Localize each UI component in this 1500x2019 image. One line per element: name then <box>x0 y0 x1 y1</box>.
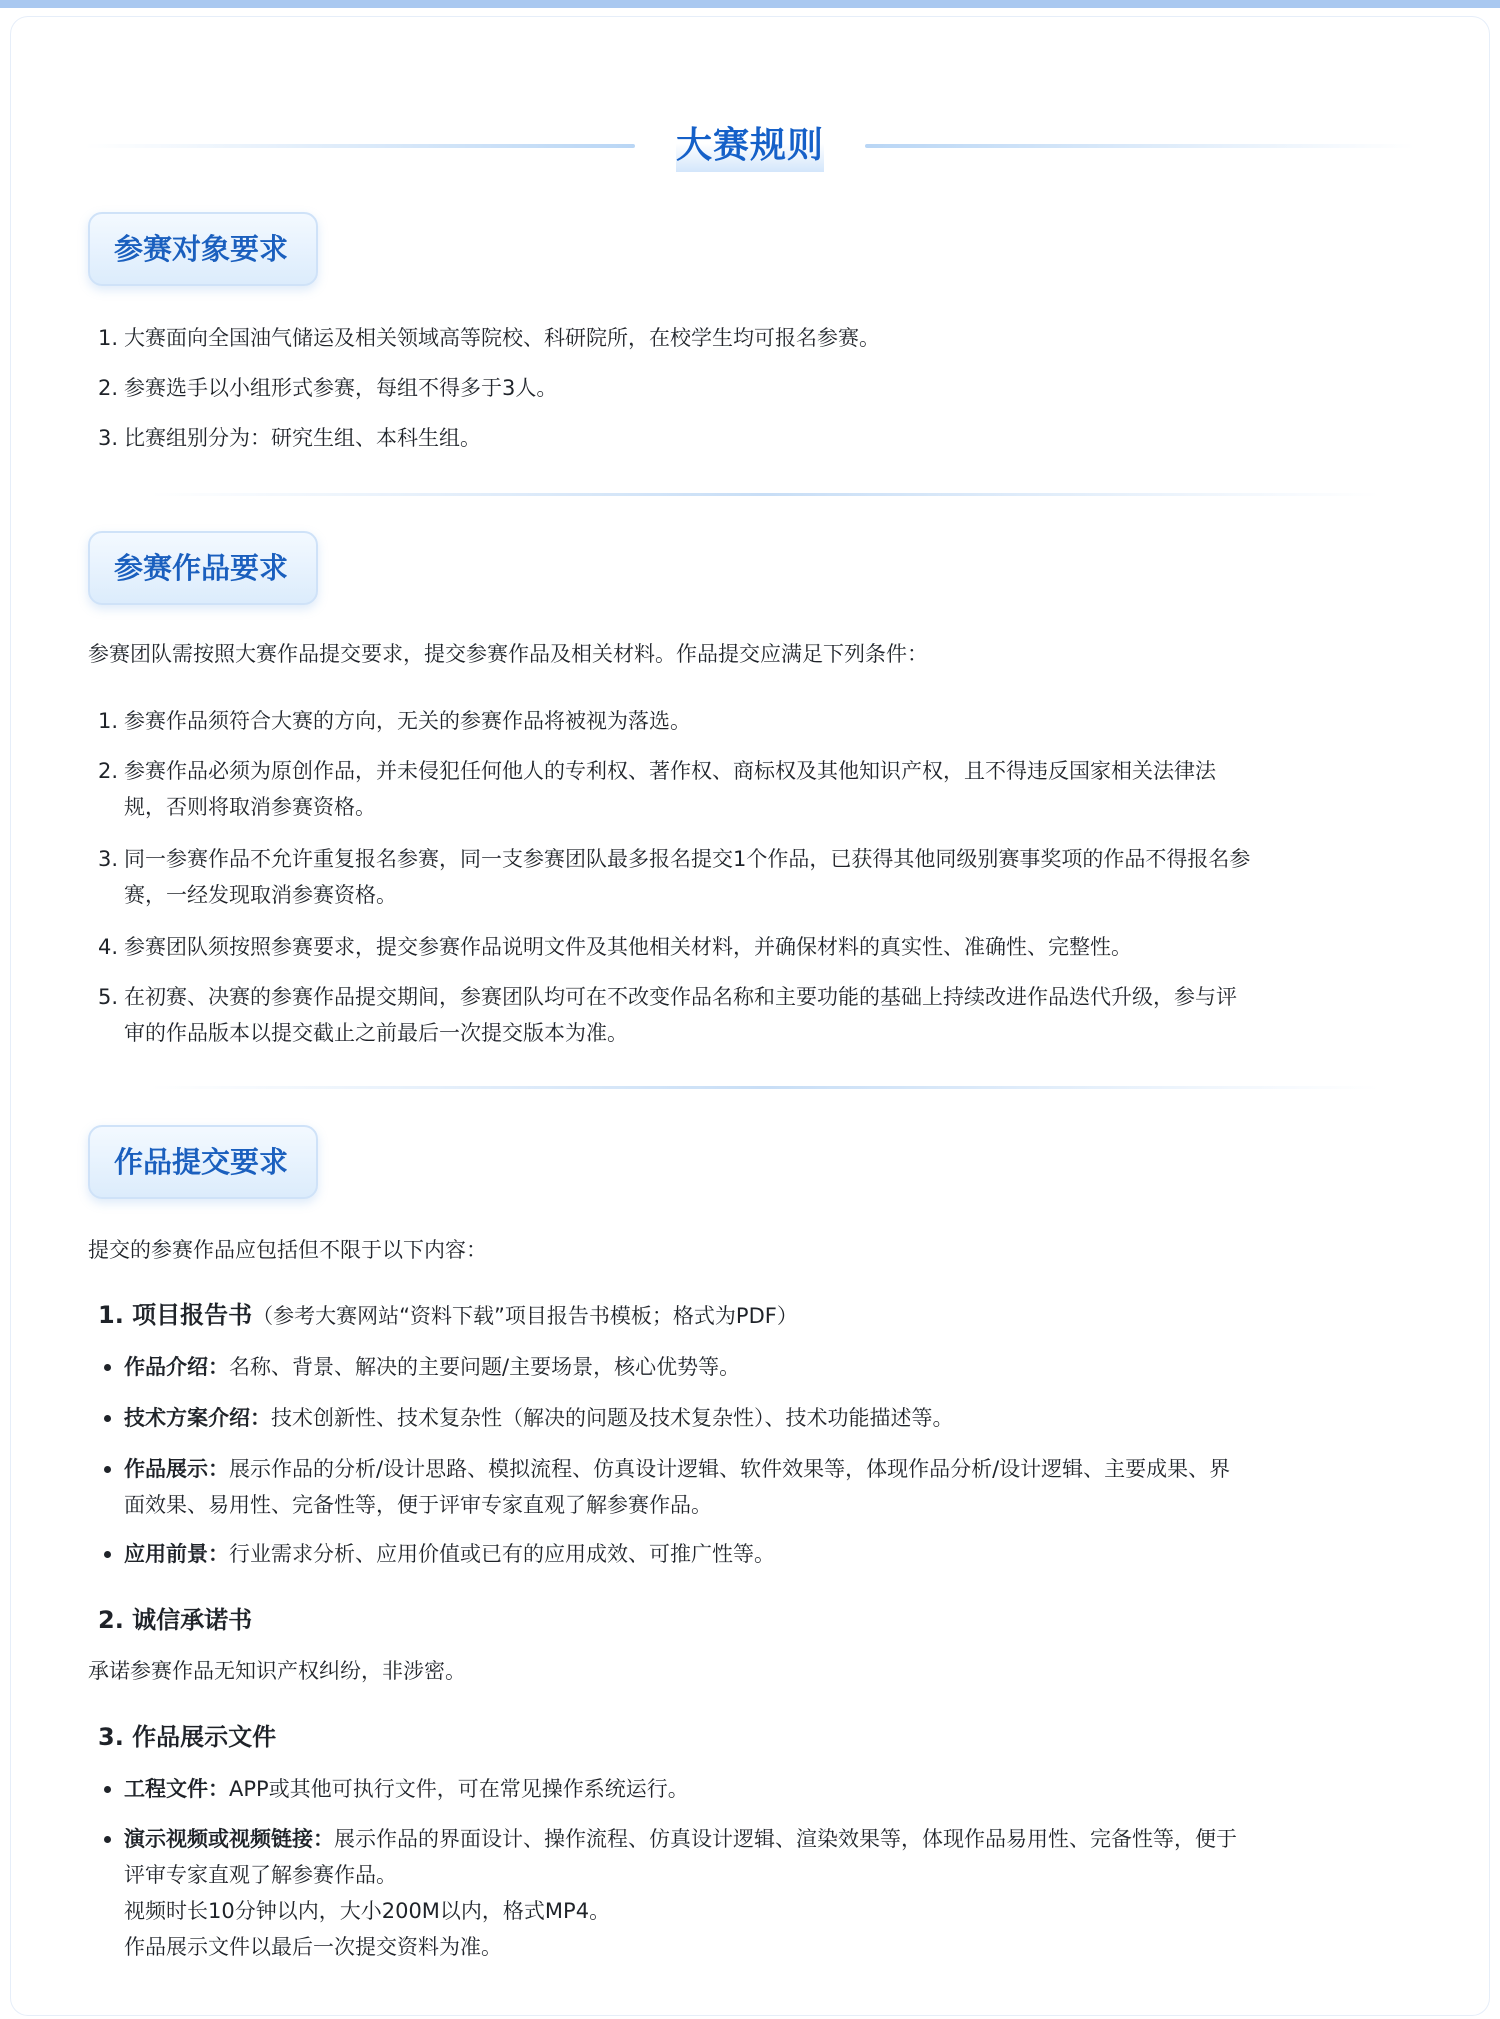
bullet-item <box>124 1400 1414 1436</box>
list-number: 2. <box>98 376 119 400</box>
list-item <box>124 979 1414 1051</box>
list-item <box>124 929 1414 965</box>
bullet-text: 展示作品的界面设计、操作流程、仿真设计逻辑、渲染效果等，体现作品易用性、完备性等，便于 <box>334 1827 1237 1851</box>
subheading-report <box>98 1296 798 1335</box>
list-number: 3. <box>98 426 119 450</box>
bullet-text-cont: 作品展示文件以最后一次提交资料为准。 <box>124 1935 502 1959</box>
section-heading-eligibility: 参赛对象要求 <box>88 212 318 286</box>
bullet-label: 作品介绍： <box>124 1355 229 1379</box>
bullet-text-cont: 面效果、易用性、完备性等，便于评审专家直观了解参赛作品。 <box>124 1493 712 1517</box>
list-number: 4. <box>98 935 119 959</box>
list-number: 1. <box>98 709 119 733</box>
list-item: 参赛选手以小组形式参赛，每组不得多于3人。 <box>124 376 558 400</box>
bullet-label: 工程文件： <box>124 1777 229 1801</box>
section-heading-works: 参赛作品要求 <box>88 531 318 605</box>
bullet-item <box>124 1821 1414 1965</box>
bullet-text: 行业需求分析、应用价值或已有的应用成效、可推广性等。 <box>229 1542 775 1566</box>
list-item <box>124 841 1414 913</box>
list-item <box>124 703 1414 739</box>
main-title-area <box>0 108 1500 182</box>
bullet-text-cont: 评审专家直观了解参赛作品。 <box>124 1863 397 1887</box>
bullet-label: 演示视频或视频链接： <box>124 1827 334 1851</box>
list-item-text: 同一参赛作品不允许重复报名参赛，同一支参赛团队最多报名提交1个作品，已获得其他同级别赛事奖项的作品不得报名参 <box>124 847 1251 871</box>
list-item-text: 参赛作品须符合大赛的方向，无关的参赛作品将被视为落选。 <box>124 709 691 733</box>
bullet-label: 技术方案介绍： <box>124 1406 271 1430</box>
bullet-dot <box>104 1364 111 1371</box>
list-number: 1. <box>98 326 119 350</box>
list-number: 3. <box>98 847 119 871</box>
bullet-dot <box>104 1415 111 1422</box>
list-item-text: 参赛团队须按照参赛要求，提交参赛作品说明文件及其他相关材料，并确保材料的真实性、准确性、完整性。 <box>124 935 1132 959</box>
subheading-report-title: 1. 项目报告书 <box>98 1301 253 1329</box>
bullet-text: APP或其他可执行文件，可在常见操作系统运行。 <box>229 1777 689 1801</box>
list-item: 大赛面向全国油气储运及相关领域高等院校、科研院所，在校学生均可报名参赛。 <box>124 326 880 350</box>
bullet-dot <box>104 1786 111 1793</box>
list-item: 比赛组别分为：研究生组、本科生组。 <box>124 426 481 450</box>
subheading-files: 3. 作品展示文件 <box>98 1723 277 1751</box>
page-title: 大赛规则 <box>676 120 824 172</box>
bullet-item <box>124 1536 1414 1572</box>
section-intro: 参赛团队需按照大赛作品提交要求，提交参赛作品及相关材料。作品提交应满足下列条件： <box>88 642 928 666</box>
bullet-label: 作品展示： <box>124 1457 229 1481</box>
bullet-text: 名称、背景、解决的主要问题/主要场景，核心优势等。 <box>229 1355 741 1379</box>
bullet-label: 应用前景： <box>124 1542 229 1566</box>
pledge-text: 承诺参赛作品无知识产权纠纷，非涉密。 <box>88 1659 466 1683</box>
list-item-text-cont: 赛，一经发现取消参赛资格。 <box>124 883 397 907</box>
bullet-dot <box>104 1836 111 1843</box>
section-divider <box>150 1086 1380 1089</box>
list-item-text: 参赛作品必须为原创作品，并未侵犯任何他人的专利权、著作权、商标权及其他知识产权，且不得违反国家相关法律法 <box>124 759 1216 783</box>
bullet-item <box>124 1451 1414 1523</box>
bullet-text-cont: 视频时长10分钟以内，大小200M以内，格式MP4。 <box>124 1899 611 1923</box>
bullet-item <box>124 1349 1414 1385</box>
list-number: 2. <box>98 759 119 783</box>
title-decor-line-right <box>865 144 1415 148</box>
bullet-item <box>124 1771 1414 1807</box>
subheading-pledge: 2. 诚信承诺书 <box>98 1606 253 1634</box>
section-divider <box>150 493 1380 496</box>
bullet-text: 展示作品的分析/设计思路、模拟流程、仿真设计逻辑、软件效果等，体现作品分析/设计逻辑、主要成果、界 <box>229 1457 1231 1481</box>
title-decor-line-left <box>85 144 635 148</box>
list-number: 5. <box>98 985 119 1009</box>
list-item-text: 在初赛、决赛的参赛作品提交期间，参赛团队均可在不改变作品名称和主要功能的基础上持续改进作品迭代升级，参与评 <box>124 985 1237 1009</box>
subheading-report-ref: （参考大赛网站“资料下载”项目报告书模板；格式为PDF） <box>252 1304 798 1328</box>
list-item-text-cont: 规，否则将取消参赛资格。 <box>124 795 376 819</box>
section-intro: 提交的参赛作品应包括但不限于以下内容： <box>88 1238 487 1262</box>
bullet-text: 技术创新性、技术复杂性（解决的问题及技术复杂性）、技术功能描述等。 <box>271 1406 954 1430</box>
list-item <box>124 753 1414 825</box>
bullet-dot <box>104 1466 111 1473</box>
section-heading-submission: 作品提交要求 <box>88 1125 318 1199</box>
bullet-dot <box>104 1551 111 1558</box>
list-item-text-cont: 审的作品版本以提交截止之前最后一次提交版本为准。 <box>124 1021 628 1045</box>
